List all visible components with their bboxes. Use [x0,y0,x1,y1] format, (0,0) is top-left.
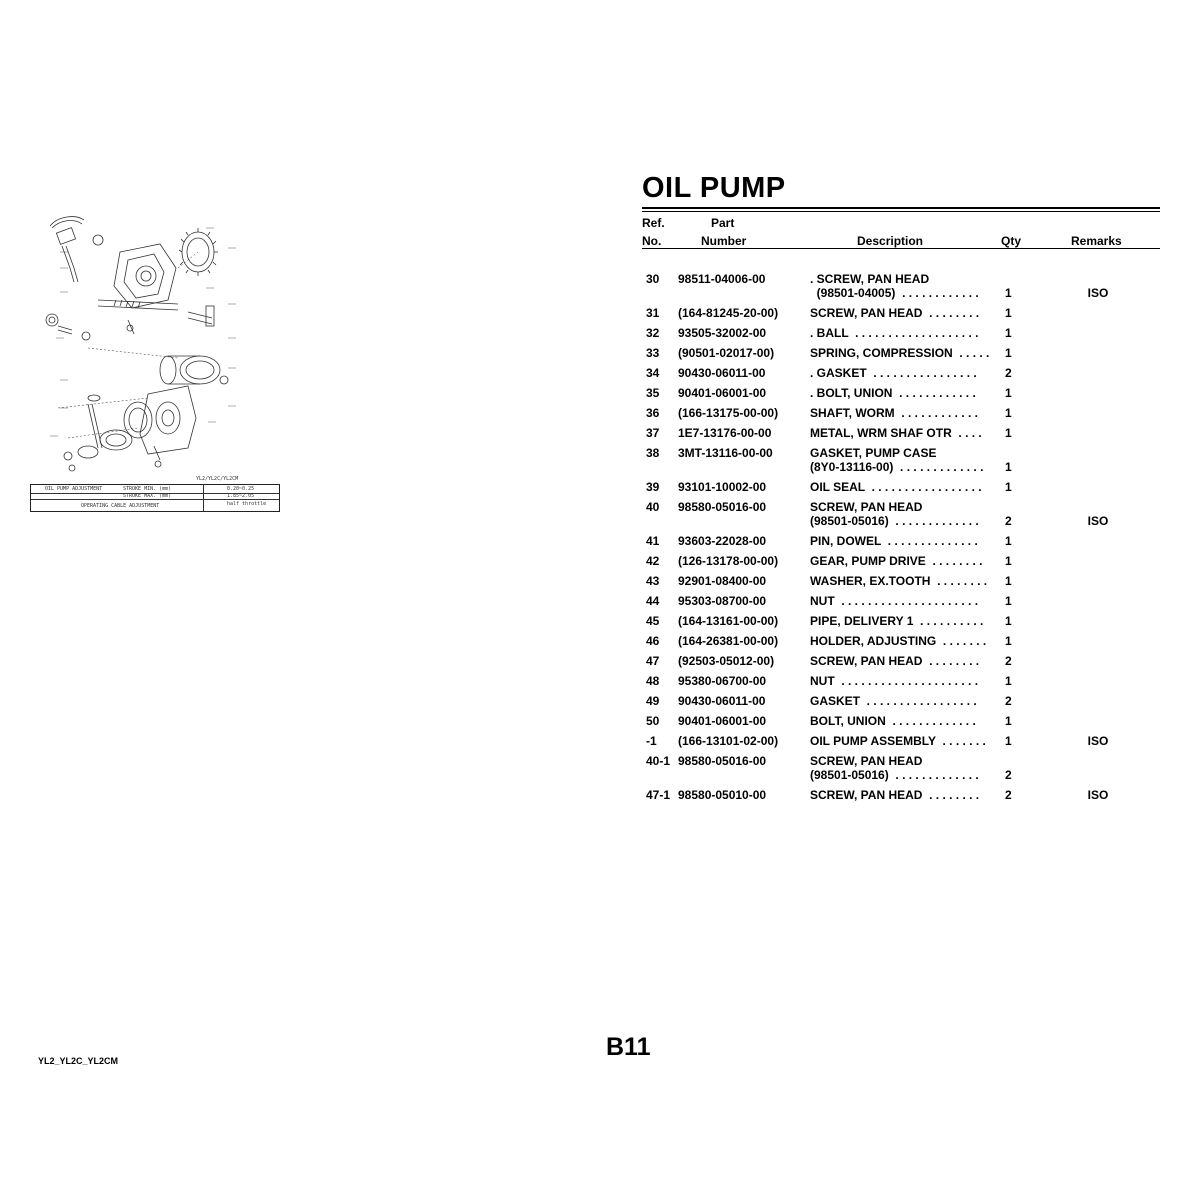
adjust-row1-vals: 0.20~0.25 [227,486,255,492]
ref-number: 40-1 [646,754,671,768]
quantity: 2 [1005,366,1012,380]
part-number: (164-81245-20-00) [678,306,779,320]
ref-number: 40 [646,500,660,514]
part-number: 98580-05016-00 [678,500,767,514]
description-line: PIN, DOWEL . . . . . . . . . . . . . . [810,534,978,548]
ref-number: 45 [646,614,660,628]
table-row [642,674,1143,694]
table-row [642,272,1143,306]
part-number: 98580-05010-00 [678,788,767,802]
title-rule [642,207,1160,209]
exploded-parts-diagram [28,208,284,513]
description-line: SHAFT, WORM . . . . . . . . . . . . [810,406,979,420]
description [810,614,1005,634]
quantity: 1 [1005,326,1012,340]
remarks [1053,326,1143,346]
part-number: 92901-08400-00 [678,574,767,588]
description-line: OIL PUMP ASSEMBLY . . . . . . . [810,734,986,748]
remarks [1053,654,1143,674]
table-row [642,326,1143,346]
ref-number: 44 [646,594,660,608]
description [810,346,1005,366]
description [810,366,1005,386]
remarks [1053,534,1143,554]
description [810,654,1005,674]
description-line: HOLDER, ADJUSTING . . . . . . . [810,634,987,648]
quantity: 1 [1005,286,1012,300]
remarks [1053,694,1143,714]
ref-number: 32 [646,326,660,340]
description [810,554,1005,574]
description-line: PIPE, DELIVERY 1 . . . . . . . . . . [810,614,984,628]
quantity: 1 [1005,634,1012,648]
table-row [642,534,1143,554]
table-row [642,554,1143,574]
remarks: ISO [1087,734,1109,748]
header-part-line1: Part [711,216,735,230]
ref-number: 31 [646,306,660,320]
ref-number: 43 [646,574,660,588]
quantity: 1 [1005,734,1012,748]
remarks [1053,366,1143,386]
ref-number: -1 [646,734,657,748]
ref-number: 37 [646,426,660,440]
table-row [642,306,1143,326]
description-line: . BOLT, UNION . . . . . . . . . . . . [810,386,976,400]
part-number: 95380-06700-00 [678,674,767,688]
table-row [642,694,1143,714]
ref-number: 47-1 [646,788,671,802]
part-number: 93101-10002-00 [678,480,767,494]
remarks [1053,574,1143,594]
remarks [1053,594,1143,614]
quantity: 1 [1005,460,1012,474]
part-number: (92503-05012-00) [678,654,775,668]
description [810,674,1005,694]
table-row [642,634,1143,654]
quantity: 1 [1005,574,1012,588]
description-line: SCREW, PAN HEAD [810,500,923,514]
description-line-2: (98501-04005) . . . . . . . . . . . . [810,286,979,300]
adjust-row2-label: OPERATING CABLE ADJUSTMENT [81,503,160,509]
description [810,272,1005,306]
header-qty: Qty [1001,234,1022,248]
part-number: 1E7-13176-00-00 [678,426,772,440]
quantity: 2 [1005,514,1012,528]
table-row [642,754,1143,788]
table-row [642,614,1143,634]
remarks [1053,714,1143,734]
description [810,480,1005,500]
description-line: GASKET, PUMP CASE [810,446,937,460]
table-row [642,594,1143,614]
remarks [1053,426,1143,446]
adjust-row1-vals2: 1.85~2.05 [227,493,255,499]
description-line-2: (98501-05016) . . . . . . . . . . . . . [810,768,979,782]
part-number: 95303-08700-00 [678,594,767,608]
description [810,714,1005,734]
quantity: 2 [1005,788,1012,802]
footer-model: YL2_YL2C_YL2CM [38,1056,119,1066]
part-number: 98511-04006-00 [678,272,766,286]
header-part-line2: Number [701,234,747,248]
ref-number: 46 [646,634,660,648]
description [810,634,1005,654]
part-number: 90430-06011-00 [678,366,766,380]
remarks [1053,446,1143,480]
remarks [1053,754,1143,788]
header-rule [642,248,1160,249]
remarks [1053,554,1143,574]
part-number: (166-13175-00-00) [678,406,779,420]
table-row [642,500,1143,534]
description [810,788,1005,808]
part-number: 93505-32002-00 [678,326,767,340]
ref-number: 35 [646,386,660,400]
ref-number: 38 [646,446,660,460]
description-line: SCREW, PAN HEAD [810,754,923,768]
description-line: SPRING, COMPRESSION . . . . . [810,346,990,360]
ref-number: 50 [646,714,660,728]
quantity: 2 [1005,768,1012,782]
remarks [1053,480,1143,500]
adjustment-table [30,484,280,512]
ref-number: 33 [646,346,660,360]
ref-number: 39 [646,480,660,494]
part-number: 90401-06001-00 [678,714,767,728]
ref-number: 48 [646,674,660,688]
page-title: OIL PUMP [642,172,786,204]
diagram-model-caption: YL2/YL2C/YL2CM [196,476,239,482]
description [810,306,1005,326]
remarks [1053,386,1143,406]
description-line: . GASKET . . . . . . . . . . . . . . . . [810,366,977,380]
table-row [642,346,1143,366]
table-row [642,654,1143,674]
description-line: SCREW, PAN HEAD . . . . . . . . [810,306,980,320]
adjust-row1-min: STROKE MIN. (mm) [123,486,172,492]
table-row [642,386,1143,406]
description-line-2: (98501-05016) . . . . . . . . . . . . . [810,514,979,528]
description-line: SCREW, PAN HEAD . . . . . . . . [810,654,980,668]
description [810,386,1005,406]
description [810,534,1005,554]
ref-number: 34 [646,366,660,380]
description-line: BOLT, UNION . . . . . . . . . . . . . [810,714,976,728]
quantity: 1 [1005,480,1012,494]
description [810,426,1005,446]
quantity: 1 [1005,674,1012,688]
quantity: 1 [1005,346,1012,360]
title-rule-thin [642,211,1160,212]
part-number: 93603-22028-00 [678,534,767,548]
adjust-row1-max: STROKE MAX. (mm) [123,493,172,499]
description [810,574,1005,594]
part-number: 90401-06001-00 [678,386,767,400]
description-line: OIL SEAL . . . . . . . . . . . . . . . . . [810,480,982,494]
table-row [642,480,1143,500]
remarks [1053,674,1143,694]
description [810,594,1005,614]
quantity: 1 [1005,534,1012,548]
remarks [1053,306,1143,326]
part-number: (164-13161-00-00) [678,614,779,628]
remarks [1053,634,1143,654]
remarks: ISO [1087,514,1109,528]
remarks: ISO [1087,788,1109,802]
ref-number: 30 [646,272,660,286]
remarks [1053,406,1143,426]
quantity: 1 [1005,594,1012,608]
quantity: 2 [1005,654,1012,668]
part-number: 98580-05016-00 [678,754,767,768]
quantity: 1 [1005,614,1012,628]
description [810,446,1005,480]
header-description: Description [857,234,924,248]
adjust-row1-label: OIL PUMP ADJUSTMENT [45,486,103,492]
description-line-2: (8Y0-13116-00) . . . . . . . . . . . . . [810,460,984,474]
quantity: 1 [1005,406,1012,420]
description [810,500,1005,534]
quantity: 1 [1005,426,1012,440]
part-number: (166-13101-02-00) [678,734,779,748]
ref-number: 49 [646,694,660,708]
adjust-row2-val: half throttle [227,501,267,507]
description-line: NUT . . . . . . . . . . . . . . . . . . . . . [810,674,979,688]
table-row [642,366,1143,386]
quantity: 1 [1005,386,1012,400]
quantity: 1 [1005,554,1012,568]
part-number: 3MT-13116-00-00 [678,446,773,460]
header-ref-line2: No. [642,234,662,248]
description-line: . BALL . . . . . . . . . . . . . . . . . . . [810,326,979,340]
description-line: METAL, WRM SHAF OTR . . . . [810,426,982,440]
description [810,694,1005,714]
page-number: B11 [606,1033,651,1061]
ref-number: 42 [646,554,660,568]
table-row [642,446,1143,480]
table-row [642,426,1143,446]
description [810,754,1005,788]
description-line: SCREW, PAN HEAD . . . . . . . . [810,788,980,802]
header-remarks: Remarks [1071,234,1122,248]
table-row [642,574,1143,594]
quantity: 1 [1005,714,1012,728]
description [810,326,1005,346]
description-line: . SCREW, PAN HEAD [810,272,930,286]
ref-number: 36 [646,406,660,420]
remarks: ISO [1087,286,1109,300]
quantity: 1 [1005,306,1012,320]
ref-number: 47 [646,654,660,668]
table-row [642,734,1143,754]
part-number: 90430-06011-00 [678,694,766,708]
parts-table [642,272,1143,808]
description [810,734,1005,754]
table-row [642,788,1143,808]
part-number: (164-26381-00-00) [678,634,779,648]
description-line: GASKET . . . . . . . . . . . . . . . . . [810,694,977,708]
remarks [1053,614,1143,634]
description-line: NUT . . . . . . . . . . . . . . . . . . . . . [810,594,979,608]
quantity: 2 [1005,694,1012,708]
table-row [642,406,1143,426]
remarks [1053,346,1143,366]
part-number: (126-13178-00-00) [678,554,779,568]
ref-number: 41 [646,534,660,548]
header-ref-line1: Ref. [642,216,665,230]
description [810,406,1005,426]
table-row [642,714,1143,734]
description-line: GEAR, PUMP DRIVE . . . . . . . . [810,554,983,568]
description-line: WASHER, EX.TOOTH . . . . . . . . [810,574,988,588]
part-number: (90501-02017-00) [678,346,775,360]
